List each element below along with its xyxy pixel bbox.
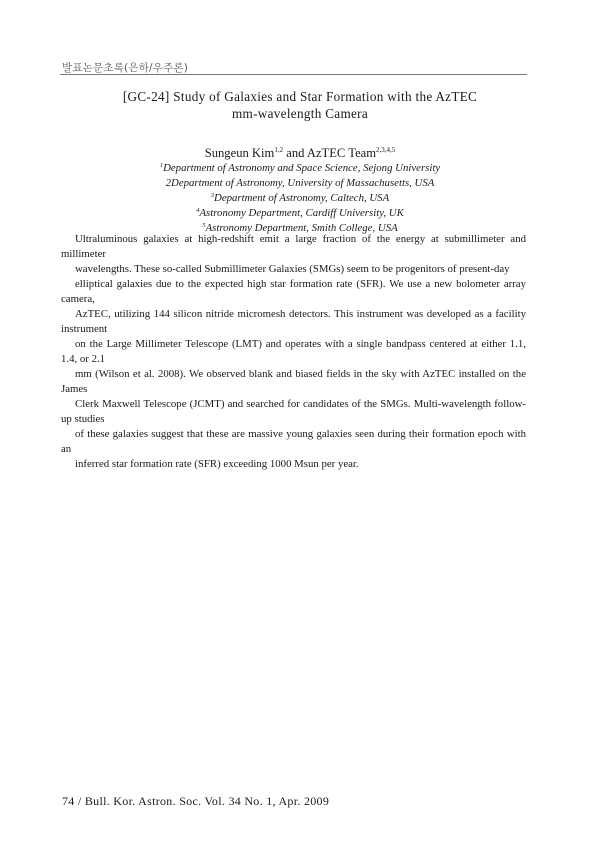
affiliation-4: $^4$Astronomy Department, Cardiff University, UK xyxy=(196,207,404,219)
title-line-2: mm-wavelength Camera xyxy=(232,106,368,121)
affiliations xyxy=(60,158,540,233)
title-line-1: [GC-24] Study of Galaxies and Star Formation with the AzTEC xyxy=(122,89,478,104)
page-footer: 74 / Bull. Kor. Astron. Soc. Vol. 34 No. 1, Apr. 2009 xyxy=(62,794,330,808)
affiliation-3: $^3$Department of Astronomy, Caltech, USA xyxy=(210,192,390,204)
affiliation-2: 2Department of Astronomy, University of Massachusetts, USA xyxy=(165,177,435,189)
author-name: Sungeun Kim xyxy=(204,146,275,160)
team-affil-sup: 2,3,4,5 xyxy=(376,146,396,154)
abstract xyxy=(61,232,526,472)
abstract-paragraph: on the Large Millimeter Telescope (LMT) and operates with a single bandpass centered at either 1.1, 1.4, or 2.1 xyxy=(61,338,526,365)
affiliation-1: $^1$Department of Astronomy and Space Science, Sejong University xyxy=(159,162,441,174)
abstract-paragraph: elliptical galaxies due to the expected high star formation rate (SFR). We use a new bolometer array camera, xyxy=(61,278,526,305)
author-team: and AzTEC Team xyxy=(283,146,377,160)
abstract-paragraph: wavelengths. These so-called Submillimeter Galaxies (SMGs) seem to be progenitors of present-day xyxy=(75,263,510,275)
abstract-paragraph: Ultraluminous galaxies at high-redshift emit a large fraction of the energy at submillimeter and millimeter xyxy=(61,233,526,260)
author-affil-sup: 1,2 xyxy=(274,146,284,154)
running-head: 발표논문초록(은하/우주론) xyxy=(62,62,189,74)
abstract-paragraph: of these galaxies suggest that these are massive young galaxies seen during their formation epoch with an xyxy=(61,428,526,455)
abstract-paragraph: AzTEC, utilizing 144 silicon nitride micromesh detectors. This instrument was developed as a facility instrument xyxy=(61,308,526,335)
abstract-paragraph: Clerk Maxwell Telescope (JCMT) and searched for candidates of the SMGs. Multi-wavelength follow-up studies xyxy=(61,398,526,425)
abstract-paragraph: inferred star formation rate (SFR) exceeding 1000 Msun per year. xyxy=(75,458,359,470)
paper-title xyxy=(60,88,540,122)
abstract-paragraph: mm (Wilson et al. 2008). We observed blank and biased fields in the sky with AzTEC installed on the James xyxy=(61,368,526,395)
affiliation-5: $^5$Astronomy Department, Smith College, USA xyxy=(202,222,398,234)
header-rule xyxy=(60,74,527,75)
